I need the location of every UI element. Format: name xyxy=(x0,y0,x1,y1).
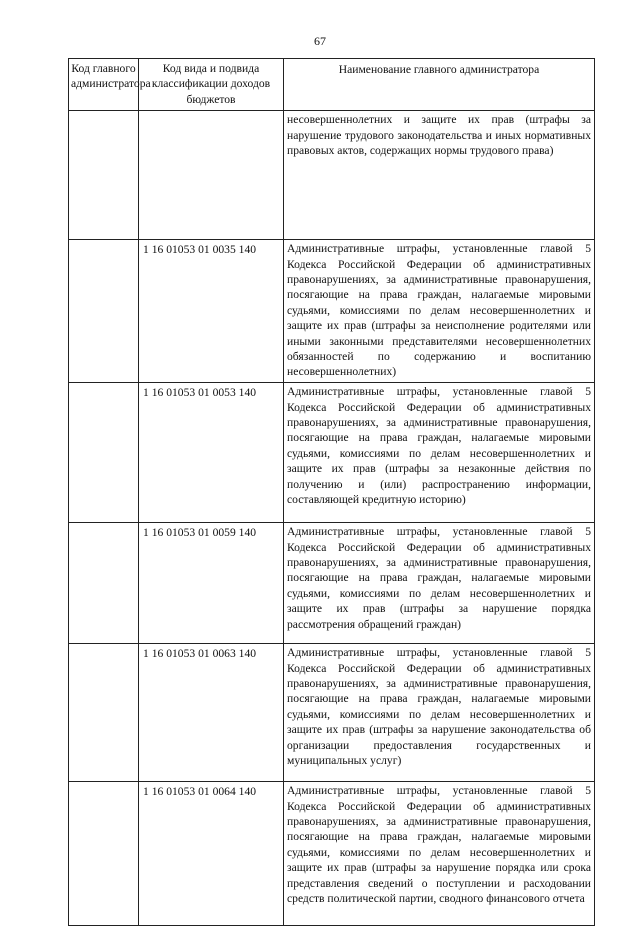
admin-name-cell: Административные штрафы, установленные главой 5 Кодекса Российской Федерации об административных правонарушениях, за административные правонарушения, посягающие на права граждан, налагаемые мировыми судьями, комиссиями по делам несовершеннолетних и защите их прав (штрафы за нарушение порядка рассмотрения обращений граждан) xyxy=(284,523,595,644)
revenue-code-cell: 1 16 01053 01 0053 140 xyxy=(139,383,284,523)
table-row xyxy=(69,383,595,523)
revenue-code-cell: 1 16 01053 01 0064 140 xyxy=(139,782,284,926)
revenue-code-cell xyxy=(139,111,284,240)
admin-code-cell xyxy=(69,111,139,240)
table-row xyxy=(69,523,595,644)
page-number: 67 xyxy=(314,34,326,48)
table-row xyxy=(69,240,595,383)
admin-code-cell xyxy=(69,383,139,523)
header-revenue-code: Код вида и подвида классификации доходов бюджетов xyxy=(139,59,284,111)
admin-code-cell xyxy=(69,782,139,926)
table-header-row xyxy=(69,59,595,111)
revenue-classification-table xyxy=(68,58,595,926)
admin-name-cell: Административные штрафы, установленные главой 5 Кодекса Российской Федерации об административных правонарушениях, за административные правонарушения, посягающие на права граждан, налагаемые мировыми судьями, комиссиями по делам несовершеннолетних и защите их прав (штрафы за неисполнение родителями или иными законными представителями несовершеннолетних обязанностей по содержанию и воспитанию несовершеннолетних) xyxy=(284,240,595,383)
admin-code-cell xyxy=(69,644,139,782)
admin-name-cell: несовершеннолетних и защите их прав (штрафы за нарушение трудового законодательства и иных нормативных правовых актов, содержащих нормы трудового права) xyxy=(284,111,595,240)
admin-name-cell: Административные штрафы, установленные главой 5 Кодекса Российской Федерации об административных правонарушениях, за административные правонарушения, посягающие на права граждан, налагаемые мировыми судьями, комиссиями по делам несовершеннолетних и защите их прав (штрафы за незаконные действия по получению и (или) распространению информации, составляющей кредитную историю) xyxy=(284,383,595,523)
revenue-code-cell: 1 16 01053 01 0059 140 xyxy=(139,523,284,644)
header-admin-code: Код главного администратора xyxy=(69,59,139,111)
revenue-code-cell: 1 16 01053 01 0035 140 xyxy=(139,240,284,383)
admin-name-cell: Административные штрафы, установленные главой 5 Кодекса Российской Федерации об административных правонарушениях, за административные правонарушения, посягающие на права граждан, налагаемые мировыми судьями, комиссиями по делам несовершеннолетних и защите их прав (штрафы за нарушение порядка или срока представления сведений о поступлении и расходовании средств политической партии, сводного финансового отчета xyxy=(284,782,595,926)
table-row xyxy=(69,644,595,782)
admin-name-cell: Административные штрафы, установленные главой 5 Кодекса Российской Федерации об административных правонарушениях, за административные правонарушения, посягающие на права граждан, налагаемые мировыми судьями, комиссиями по делам несовершеннолетних и защите их прав (штрафы за нарушение законодательства об организации предоставления государственных и муниципальных услуг) xyxy=(284,644,595,782)
admin-code-cell xyxy=(69,523,139,644)
table-row xyxy=(69,782,595,926)
header-admin-name: Наименование главного администратора xyxy=(284,59,595,111)
revenue-code-cell: 1 16 01053 01 0063 140 xyxy=(139,644,284,782)
table-row-continuation xyxy=(69,111,595,240)
admin-code-cell xyxy=(69,240,139,383)
